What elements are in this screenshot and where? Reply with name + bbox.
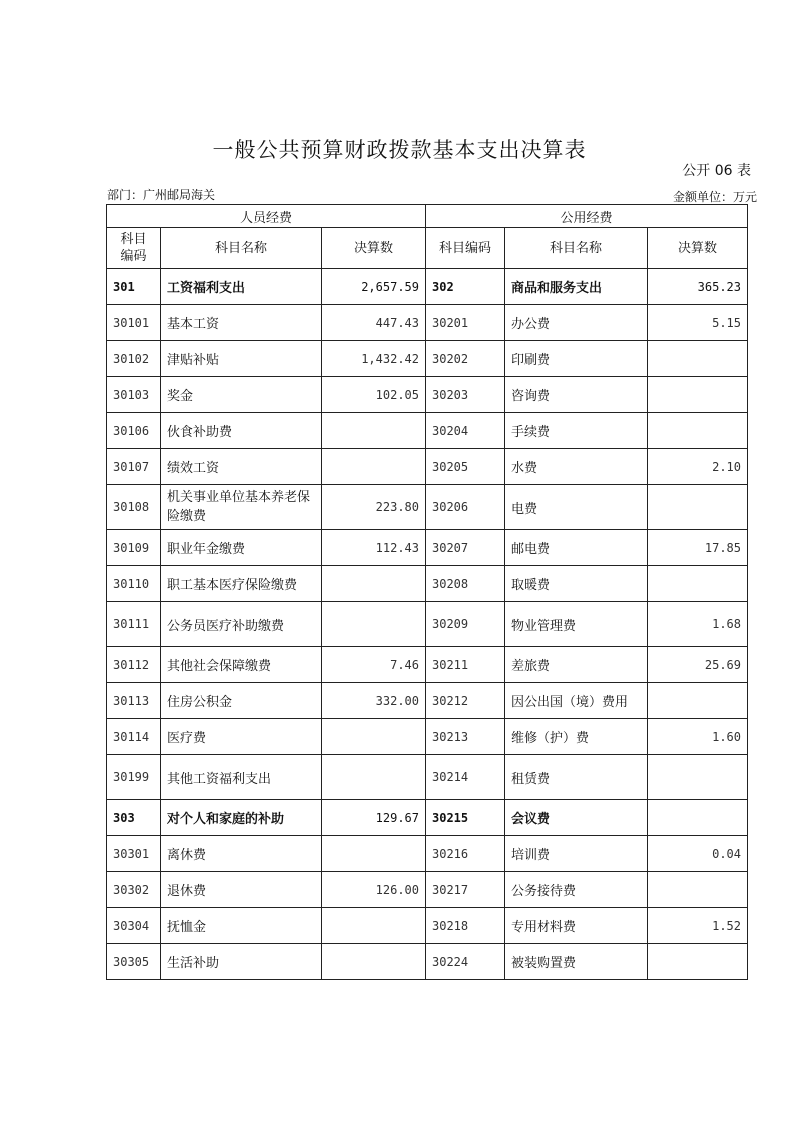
right-name-cell: 办公费 [505,305,648,341]
left-name-cell: 其他工资福利支出 [161,755,322,800]
right-code-cell: 30205 [426,449,505,485]
left-amount-cell: 2,657.59 [322,269,426,305]
right-code-cell: 30204 [426,413,505,449]
left-amount-cell: 223.80 [322,485,426,530]
left-name-cell: 住房公积金 [161,683,322,719]
right-amount-cell: 5.15 [648,305,748,341]
left-code-cell: 30106 [107,413,161,449]
right-code-cell: 30211 [426,647,505,683]
left-code-cell: 30110 [107,566,161,602]
right-amount-cell: 0.04 [648,836,748,872]
right-amount-cell: 1.60 [648,719,748,755]
right-amount-cell [648,800,748,836]
right-code-header: 科目编码 [426,228,505,269]
table-row [107,836,748,872]
left-code-cell: 30109 [107,530,161,566]
left-name-cell: 其他社会保障缴费 [161,647,322,683]
left-name-cell: 工资福利支出 [161,269,322,305]
left-name-cell: 职工基本医疗保险缴费 [161,566,322,602]
right-amount-cell [648,755,748,800]
right-code-cell: 30202 [426,341,505,377]
table-row [107,305,748,341]
personnel-expense-header: 人员经费 [107,205,426,228]
left-amount-cell [322,908,426,944]
left-code-cell: 30111 [107,602,161,647]
right-name-cell: 商品和服务支出 [505,269,648,305]
left-code-header: 科目 编码 [107,228,161,269]
left-name-cell: 津贴补贴 [161,341,322,377]
table-row [107,602,748,647]
left-amount-cell: 447.43 [322,305,426,341]
right-name-cell: 租赁费 [505,755,648,800]
left-amount-cell: 126.00 [322,872,426,908]
left-amount-cell [322,755,426,800]
right-name-cell: 差旅费 [505,647,648,683]
right-code-cell: 30212 [426,683,505,719]
right-name-cell: 公务接待费 [505,872,648,908]
right-code-cell: 302 [426,269,505,305]
right-amount-cell [648,683,748,719]
left-amount-cell [322,449,426,485]
public-expense-header: 公用经费 [426,205,748,228]
left-amount-cell [322,566,426,602]
table-row [107,647,748,683]
right-code-cell: 30218 [426,908,505,944]
left-name-cell: 奖金 [161,377,322,413]
left-code-cell: 30103 [107,377,161,413]
right-amount-cell [648,872,748,908]
left-code-cell: 303 [107,800,161,836]
left-name-cell: 伙食补助费 [161,413,322,449]
left-name-cell: 生活补助 [161,944,322,980]
table-row [107,530,748,566]
left-name-cell: 职业年金缴费 [161,530,322,566]
left-amount-cell: 1,432.42 [322,341,426,377]
right-name-cell: 邮电费 [505,530,648,566]
left-name-cell: 对个人和家庭的补助 [161,800,322,836]
right-name-cell: 被装购置费 [505,944,648,980]
right-amount-header: 决算数 [648,228,748,269]
right-code-cell: 30215 [426,800,505,836]
left-code-cell: 30302 [107,872,161,908]
report-title: 一般公共预算财政拨款基本支出决算表 [212,138,587,162]
table-row [107,566,748,602]
left-amount-cell: 332.00 [322,683,426,719]
table-row [107,719,748,755]
left-name-cell: 医疗费 [161,719,322,755]
right-name-cell: 取暖费 [505,566,648,602]
left-name-cell: 公务员医疗补助缴费 [161,602,322,647]
left-code-cell: 30305 [107,944,161,980]
right-name-cell: 培训费 [505,836,648,872]
right-name-cell: 手续费 [505,413,648,449]
left-amount-cell [322,944,426,980]
right-code-cell: 30203 [426,377,505,413]
unit-label: 金额单位：万元 [672,190,757,204]
table-row [107,485,748,530]
table-row [107,341,748,377]
right-name-cell: 会议费 [505,800,648,836]
right-code-cell: 30201 [426,305,505,341]
left-name-cell: 机关事业单位基本养老保险缴费 [161,485,322,530]
right-code-cell: 30207 [426,530,505,566]
right-name-cell: 水费 [505,449,648,485]
left-code-cell: 30102 [107,341,161,377]
left-code-cell: 30199 [107,755,161,800]
left-name-cell: 抚恤金 [161,908,322,944]
table-row [107,683,748,719]
left-code-cell: 30304 [107,908,161,944]
right-amount-cell [648,413,748,449]
right-amount-cell [648,341,748,377]
table-row [107,872,748,908]
left-amount-cell [322,602,426,647]
left-name-cell: 基本工资 [161,305,322,341]
right-amount-cell: 2.10 [648,449,748,485]
left-code-cell: 30113 [107,683,161,719]
table-row [107,449,748,485]
right-name-cell: 物业管理费 [505,602,648,647]
right-amount-cell [648,566,748,602]
table-row [107,800,748,836]
left-code-cell: 30301 [107,836,161,872]
left-code-cell: 30112 [107,647,161,683]
left-amount-cell [322,719,426,755]
right-amount-cell: 1.52 [648,908,748,944]
left-amount-cell [322,413,426,449]
left-amount-cell: 102.05 [322,377,426,413]
left-name-cell: 离休费 [161,836,322,872]
left-name-cell: 退休费 [161,872,322,908]
table-row [107,377,748,413]
right-code-cell: 30214 [426,755,505,800]
right-amount-cell: 17.85 [648,530,748,566]
right-name-cell: 电费 [505,485,648,530]
right-name-cell: 因公出国（境）费用 [505,683,648,719]
right-name-cell: 咨询费 [505,377,648,413]
right-name-cell: 维修（护）费 [505,719,648,755]
expenditure-table [106,204,748,980]
left-code-cell: 30107 [107,449,161,485]
table-row [107,908,748,944]
right-code-cell: 30224 [426,944,505,980]
table-row [107,269,748,305]
right-code-cell: 30217 [426,872,505,908]
left-code-cell: 30114 [107,719,161,755]
table-row [107,755,748,800]
right-amount-cell [648,377,748,413]
form-number: 公开 06 表 [682,163,751,179]
left-name-cell: 绩效工资 [161,449,322,485]
right-code-cell: 30213 [426,719,505,755]
left-amount-header: 决算数 [322,228,426,269]
right-amount-cell: 365.23 [648,269,748,305]
right-amount-cell: 1.68 [648,602,748,647]
left-code-cell: 30101 [107,305,161,341]
department-label: 部门：广州邮局海关 [107,188,216,202]
table-row [107,413,748,449]
right-name-cell: 印刷费 [505,341,648,377]
left-amount-cell [322,836,426,872]
left-code-cell: 30108 [107,485,161,530]
right-code-cell: 30216 [426,836,505,872]
right-amount-cell: 25.69 [648,647,748,683]
right-code-cell: 30208 [426,566,505,602]
left-code-cell: 301 [107,269,161,305]
left-amount-cell: 129.67 [322,800,426,836]
right-amount-cell [648,944,748,980]
right-name-cell: 专用材料费 [505,908,648,944]
left-amount-cell: 112.43 [322,530,426,566]
right-amount-cell [648,485,748,530]
right-code-cell: 30206 [426,485,505,530]
table-row [107,944,748,980]
left-name-header: 科目名称 [161,228,322,269]
left-amount-cell: 7.46 [322,647,426,683]
right-name-header: 科目名称 [505,228,648,269]
right-code-cell: 30209 [426,602,505,647]
